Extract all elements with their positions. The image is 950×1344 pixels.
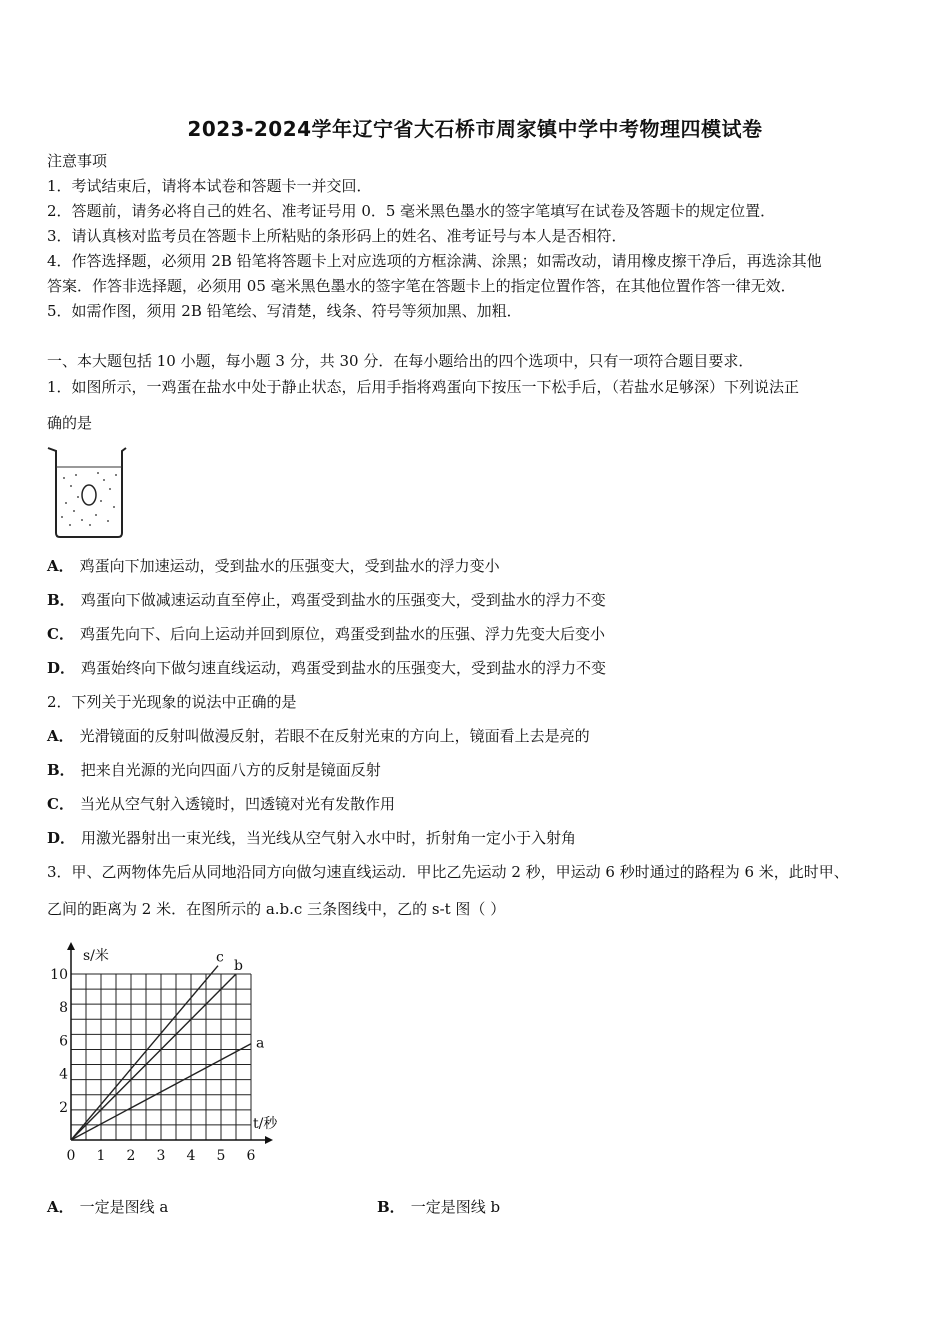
q3-option-a[interactable]: A． 一定是图线 a [47,1198,169,1216]
q1-stem: 1．如图所示，一鸡蛋在盐水中处于静止状态，后用手指将鸡蛋向下按压一下松手后，（若盐水足够深）下列说法正 [47,378,800,396]
x-tick-label: 5 [216,1148,226,1164]
q1-option-d[interactable]: D． 鸡蛋始终向下做匀速直线运动，鸡蛋受到盐水的压强变大，受到盐水的浮力不变 [47,659,607,677]
q2-option-b[interactable]: B． 把来自光源的光向四面八方的反射是镜面反射 [47,761,381,779]
x-axis-label: t/秒 [253,1116,278,1132]
beaker-egg-figure [46,445,128,540]
y-axis-label: s/米 [83,948,109,964]
notice-item: 4．作答选择题，必须用 2B 铅笔将答题卡上对应选项的方框涂满、涂黑；如需改动，请用橡皮擦干净后，再选涂其他 [47,252,822,270]
notice-item: 5．如需作图，须用 2B 铅笔绘、写清楚，线条、符号等须加黑、加粗． [47,302,522,320]
section-heading: 一、本大题包括 10 小题，每小题 3 分，共 30 分．在每小题给出的四个选项中，只有一项符合题目要求． [47,352,754,370]
y-tick-label: 4 [59,1066,68,1083]
q1-option-b[interactable]: B． 鸡蛋向下做减速运动直至停止，鸡蛋受到盐水的压强变大，受到盐水的浮力不变 [47,591,606,609]
q3-stem: 3．甲、乙两物体先后从同地沿同方向做匀速直线运动．甲比乙先运动 2 秒，甲运动 6 秒时通过的路程为 6 米，此时甲、 [47,863,849,881]
notice-item: 2．答题前，请务必将自己的姓名、准考证号用 0．5 毫米黑色墨水的签字笔填写在试卷及答题卡的规定位置． [47,202,776,220]
series-line-b [71,974,236,1140]
series-label-c: c [216,949,224,966]
series-label-b: b [234,958,243,974]
x-axis-arrow [265,1136,273,1144]
x-tick-label: 3 [156,1148,166,1164]
notice-item: 答案．作答非选择题，必须用 05 毫米黑色墨水的签字笔在答题卡上的指定位置作答，在其他位置作答一律无效． [47,277,796,295]
series-label-a: a [256,1035,265,1052]
x-tick-label: 0 [66,1148,76,1164]
x-tick-label: 6 [246,1148,256,1164]
q2-option-c[interactable]: C． 当光从空气射入透镜时，凹透镜对光有发散作用 [47,795,395,813]
x-tick-label: 2 [126,1148,136,1164]
x-tick-label: 1 [96,1148,106,1164]
y-axis-arrow [67,942,75,950]
x-tick-label: 4 [186,1148,196,1164]
y-tick-label: 6 [59,1033,68,1050]
q3-stem-cont: 乙间的距离为 2 米．在图所示的 a.b.c 三条图线中，乙的 s-t 图（ ） [47,900,506,918]
s-t-chart [46,938,296,1168]
page-title: 2023-2024学年辽宁省大石桥市周家镇中学中考物理四模试卷 [187,117,763,141]
notice-item: 1．考试结束后，请将本试卷和答题卡一并交回． [47,177,372,195]
y-tick-label: 2 [59,1099,68,1116]
q1-option-c[interactable]: C． 鸡蛋先向下、后向上运动并回到原位，鸡蛋受到盐水的压强、浮力先变大后变小 [47,625,605,643]
q3-option-b[interactable]: B． 一定是图线 b [377,1198,501,1216]
q2-stem: 2．下列关于光现象的说法中正确的是 [47,693,297,711]
notice-heading: 注意事项 [47,152,108,170]
notice-item: 3．请认真核对监考员在答题卡上所粘贴的条形码上的姓名、准考证号与本人是否相符． [47,227,627,245]
y-tick-label: 8 [59,1000,68,1017]
q1-stem-cont: 确的是 [47,414,93,432]
q2-option-a[interactable]: A． 光滑镜面的反射叫做漫反射，若眼不在反射光束的方向上，镜面看上去是亮的 [47,727,590,745]
y-tick-label: 10 [50,967,68,983]
q1-option-a[interactable]: A． 鸡蛋向下加速运动，受到盐水的压强变大，受到盐水的浮力变小 [47,557,500,575]
q2-option-d[interactable]: D． 用激光器射出一束光线，当光线从空气射入水中时，折射角一定小于入射角 [47,829,577,847]
series-line-c [71,966,218,1140]
